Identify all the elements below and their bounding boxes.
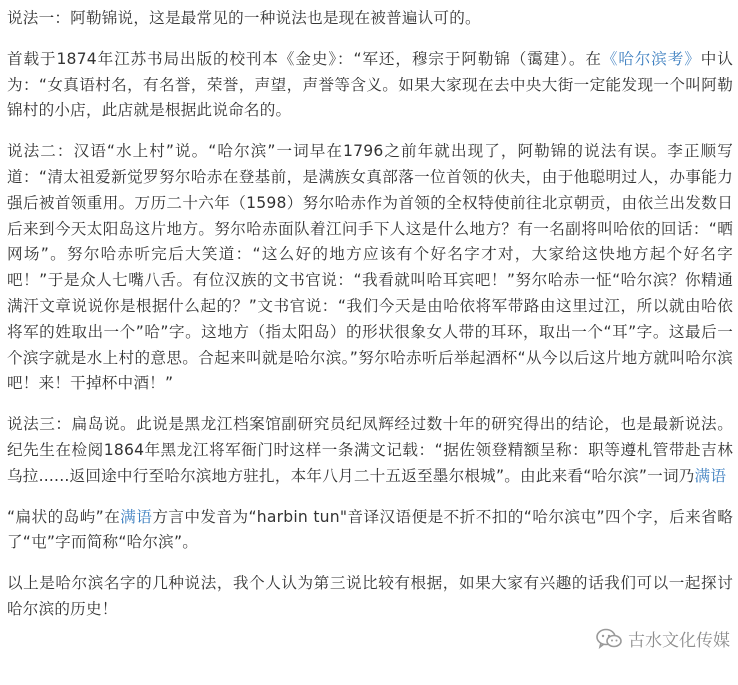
manchu-language-link[interactable]: 满语 [694,466,727,485]
paragraph-text: 说法一：阿勒锦说，这是最常见的一种说法也是现在被普遍认可的。 [7,9,481,27]
article-body [7,6,733,638]
paragraph-saying-two [7,139,733,397]
paragraph-text: 首载于1874年江苏书局出版的校刊本《金史》：“军还，穆宗于阿勒锦（霭建）。在 [7,49,602,68]
paragraph-text: 说法三：扁岛说。此说是黑龙江档案馆副研究员纪凤辉经过数十年的研究得出的结论，也是最新说法。纪先生在检阅1864年黑龙江将军衙门时这样一条满文记载：“据佐领登精额呈称：职等遵札管带赴吉林乌拉......返回途中行至哈尔滨地方驻扎，本年八月二十五返至墨尔根城”。由此来看“哈尔滨”一词乃 [7,415,733,485]
paragraph-text: 中认为：“女真语村名，有名誉，荣誉，声望，声誉等含义。如果大家现在去中央大街一定能发现一个叫阿勒锦村的小店，此店就是根据此说命名的。 [7,49,734,120]
paragraph-text: “扁状的岛屿”在 [7,507,121,526]
manchu-language-link-2[interactable]: 满语 [120,507,153,526]
paragraph-text: 方言中发音为“harbin tun"音译汉语便是不折不扣的“哈尔滨屯”四个字，后来省略了“屯”字而简称“哈尔滨”。 [7,507,733,552]
paragraph-conclusion [7,571,733,623]
paragraph-text: 说法二：汉语“水上村”说。“哈尔滨”一词早在1796之前年就出现了，阿勒锦的说法有误。李正顺写道：“清太祖爱新觉罗努尔哈赤在登基前，是满族女真部落一位首领的伙夫，由于他聪明过人，办事能力强后被首领重用。万历二十六年（1598）努尔哈赤作为首领的全权特使前往北京朝贡，由依兰出发数日后来到今天太阳岛这片地方。努尔哈赤面队着江问手下人这是什么地方？有一名副将叫哈依的回话：“晒网场”。努尔哈赤听完后大笑道：“这么好的地方应该有个好名字才对，大家给这快地方起个好名字吧！”于是众人七嘴八舌。有位汉族的文书官说：“我看就叫哈耳宾吧！”努尔哈赤一怔“哈尔滨？你精通满汗文章说说你是根据什么起的？”文书官说：“我们今天是由哈依将军带路由这里过江，所以就由哈依将军的姓取出一个”哈”字。这地方（指太阳岛）的形状很象女人带的耳环，取出一个“耳”字。这最后一个滨字就是水上村的意思。合起来叫就是哈尔滨。”努尔哈赤听后举起酒杯“从今以后这片地方就叫哈尔滨吧！来！干掉杯中酒！” [7,142,733,393]
watermark-text: 古水文化传媒 [628,631,730,651]
paragraph-first-record [7,47,733,124]
paragraph-saying-three [7,412,733,489]
paragraph-text: 以上是哈尔滨名字的几种说法，我个人认为第三说比较有根据，如果大家有兴趣的话我们可以一起探讨哈尔滨的历史！ [7,574,733,618]
harbin-study-link[interactable]: 《哈尔滨考》 [601,49,701,68]
paragraph-flat-island [7,505,733,557]
paragraph-saying-one [7,6,733,32]
watermark [596,626,730,651]
wechat-icon [596,628,622,650]
